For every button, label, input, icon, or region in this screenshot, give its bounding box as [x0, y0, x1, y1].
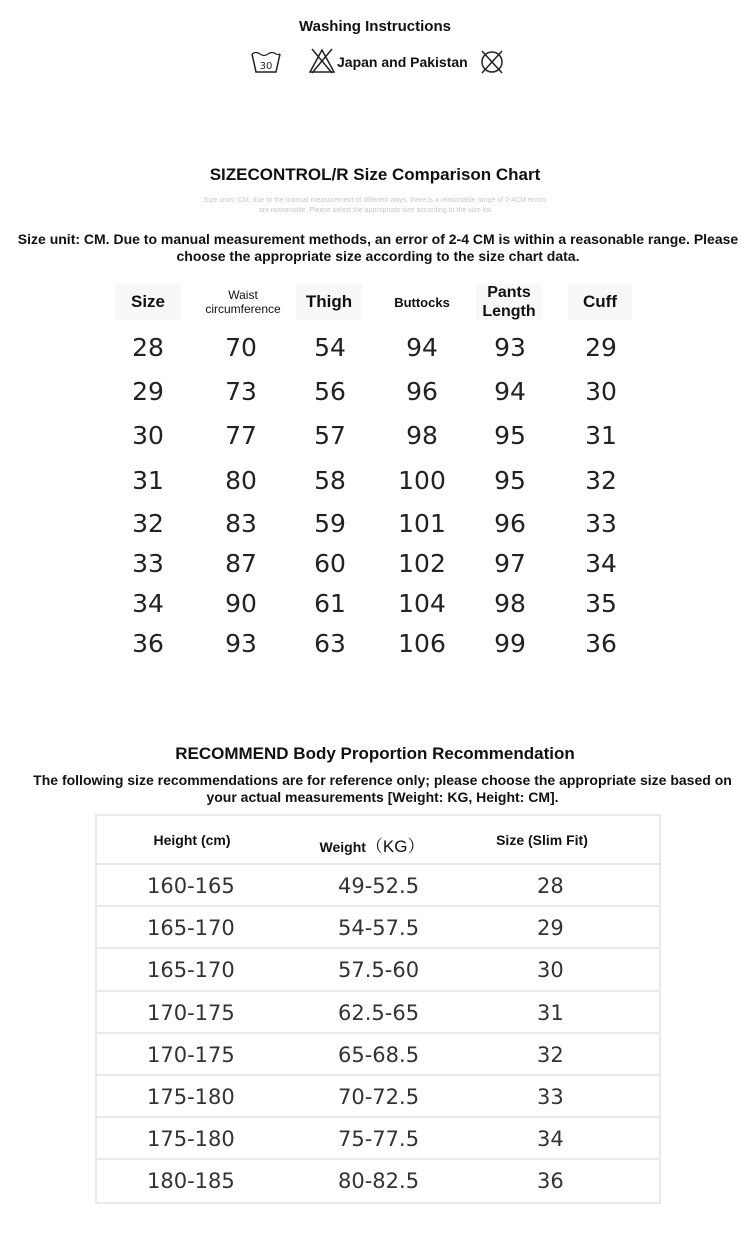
washing-icons-row — [0, 46, 750, 80]
size-chart-cell: 30 — [585, 377, 617, 406]
faint-note-line1: Size units: CM, due to the manual measurement of different ways, there is a reasonable range of 2-4CM errors — [203, 197, 547, 204]
size-cell: 36 — [537, 1169, 564, 1194]
size-chart-cell: 63 — [314, 629, 346, 658]
size-chart-cell: 56 — [314, 377, 346, 406]
weight-cell: 75-77.5 — [338, 1127, 420, 1152]
table-row — [97, 1032, 659, 1076]
size-chart-cell: 106 — [398, 629, 446, 658]
size-chart-cell: 35 — [585, 589, 617, 618]
weight-cell: 80-82.5 — [338, 1169, 420, 1194]
size-chart-cell: 104 — [398, 589, 446, 618]
size-chart-cell: 33 — [585, 509, 617, 538]
size-chart-cell: 99 — [494, 629, 526, 658]
size-chart-cell: 33 — [132, 549, 164, 578]
header-waist-line2: circumference — [205, 302, 281, 316]
size-chart-cell: 61 — [314, 589, 346, 618]
size-chart-cell: 95 — [494, 466, 526, 495]
size-chart-cell: 102 — [398, 549, 446, 578]
table-row — [97, 905, 659, 949]
size-chart-cell: 97 — [494, 549, 526, 578]
size-chart-cell: 29 — [132, 377, 164, 406]
size-chart-cell: 83 — [225, 509, 257, 538]
size-chart-cell: 28 — [132, 333, 164, 362]
size-chart-cell: 32 — [132, 509, 164, 538]
header-cuff: Cuff — [568, 284, 632, 320]
size-chart-cell: 98 — [494, 589, 526, 618]
header-waist — [198, 284, 288, 320]
table-row — [97, 1116, 659, 1160]
header-height: Height (cm) — [153, 832, 231, 848]
header-weight — [307, 832, 437, 857]
size-chart-cell: 95 — [494, 421, 526, 450]
size-cell: 33 — [537, 1085, 564, 1109]
size-chart-cell: 58 — [314, 466, 346, 495]
size-cell: 34 — [537, 1127, 564, 1152]
size-cell: 31 — [537, 1000, 564, 1025]
weight-cell: 54-57.5 — [338, 916, 420, 941]
size-chart-cell: 36 — [132, 629, 164, 658]
size-cell: 32 — [537, 1042, 564, 1067]
size-chart-cell: 100 — [398, 466, 446, 495]
wash-30-icon — [250, 50, 282, 76]
height-cell: 175-180 — [147, 1127, 235, 1152]
size-chart-cell: 30 — [132, 421, 164, 450]
washing-text: Japan and Pakistan — [337, 54, 468, 70]
size-chart-cell: 70 — [225, 333, 257, 362]
weight-cell: 65-68.5 — [338, 1042, 420, 1067]
header-waist-line1: Waist — [228, 288, 258, 302]
table-row — [97, 1074, 659, 1118]
header-thigh: Thigh — [296, 284, 362, 320]
weight-cell: 62.5-65 — [338, 1000, 420, 1025]
size-chart-cell: 94 — [494, 377, 526, 406]
size-chart-cell: 34 — [585, 549, 617, 578]
size-chart-cell: 34 — [132, 589, 164, 618]
svg-text:30: 30 — [259, 61, 273, 72]
size-chart-cell: 31 — [585, 421, 617, 450]
size-chart-cell: 54 — [314, 333, 346, 362]
size-chart-cell: 77 — [225, 421, 257, 450]
size-chart-cell: 90 — [225, 589, 257, 618]
height-cell: 175-180 — [147, 1085, 235, 1109]
recommend-note: The following size recommendations are for reference only; please choose the appropriate size based on your actual measurements [Weight: KG, Height: CM]. — [33, 772, 732, 805]
size-chart-cell: 96 — [406, 377, 438, 406]
height-cell: 165-170 — [147, 916, 235, 941]
header-weight-label: Weight — [319, 839, 366, 855]
height-cell: 160-165 — [147, 874, 235, 898]
header-pants-length — [476, 284, 542, 320]
size-chart-cell: 87 — [225, 549, 257, 578]
size-chart-cell: 59 — [314, 509, 346, 538]
size-chart-cell: 57 — [314, 421, 346, 450]
header-buttocks: Buttocks — [382, 284, 462, 320]
no-tumble-dry-icon — [479, 49, 505, 75]
header-pants-line2: Length — [482, 303, 536, 320]
size-chart-title: SIZECONTROL/R Size Comparison Chart — [209, 165, 541, 184]
height-cell: 170-175 — [147, 1000, 235, 1025]
header-weight-unit: （KG） — [365, 837, 425, 856]
size-chart-cell: 93 — [225, 629, 257, 658]
recommend-title: RECOMMEND Body Proportion Recommendation — [175, 744, 575, 763]
size-chart-cell: 31 — [132, 466, 164, 495]
size-chart-cell: 98 — [406, 421, 438, 450]
faint-note-line2: are reasonable. Please select the appropriate size according to the size list — [258, 207, 492, 214]
header-size: Size — [115, 284, 181, 320]
recommend-table — [95, 814, 661, 1204]
height-cell: 170-175 — [147, 1042, 235, 1067]
table-row — [97, 863, 659, 907]
table-row — [97, 947, 659, 991]
table-row — [97, 1158, 659, 1202]
size-chart-cell: 94 — [406, 333, 438, 362]
no-bleach-icon — [308, 47, 336, 75]
size-chart-cell: 73 — [225, 377, 257, 406]
size-chart-faint-note — [0, 196, 750, 216]
table-row — [97, 990, 659, 1034]
height-cell: 165-170 — [147, 958, 235, 983]
height-cell: 180-185 — [147, 1169, 235, 1194]
weight-cell: 49-52.5 — [338, 874, 420, 898]
header-slim-size: Size (Slim Fit) — [496, 832, 588, 848]
size-chart-cell: 60 — [314, 549, 346, 578]
size-chart-cell: 101 — [398, 509, 446, 538]
header-pants-line1: Pants — [487, 284, 531, 301]
washing-instructions-title: Washing Instructions — [299, 18, 451, 35]
size-cell: 29 — [537, 916, 564, 941]
size-chart-cell: 36 — [585, 629, 617, 658]
size-cell: 30 — [537, 958, 564, 983]
size-chart-cell: 32 — [585, 466, 617, 495]
size-chart-cell: 96 — [494, 509, 526, 538]
weight-cell: 70-72.5 — [338, 1085, 420, 1109]
size-chart-note: Size unit: CM. Due to manual measurement methods, an error of 2-4 CM is within a reasonable range. Please choose the appropriate size according to the size chart data. — [17, 231, 739, 264]
size-chart-cell: 93 — [494, 333, 526, 362]
size-chart-cell: 29 — [585, 333, 617, 362]
size-chart-cell: 80 — [225, 466, 257, 495]
weight-cell: 57.5-60 — [338, 958, 420, 983]
size-cell: 28 — [537, 874, 564, 898]
